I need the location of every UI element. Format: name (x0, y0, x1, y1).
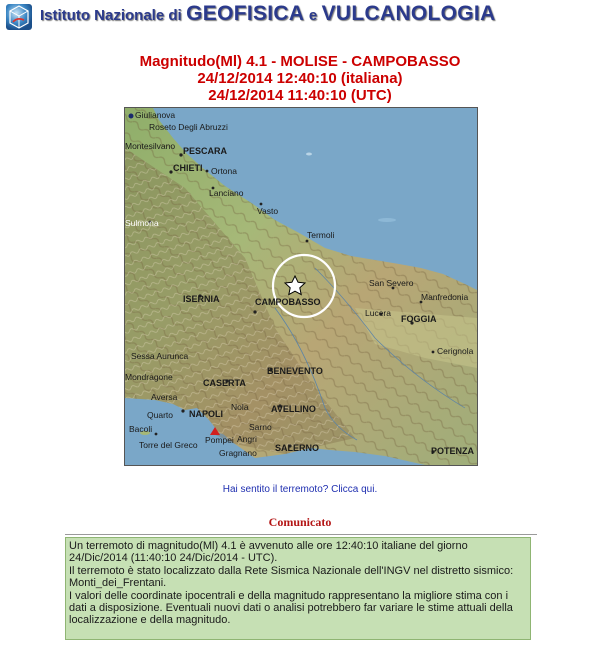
event-title-local-time: 24/12/2014 12:40:10 (italiana) (197, 70, 403, 87)
communicato-paragraph-1: Un terremoto di magnitudo(Ml) 4.1 è avvenuto alle ore 12:40:10 italiane del giorno 24/Dic/2014 (11:40:10 24/Dic/2014 - UTC). (69, 540, 468, 565)
map-label-avellino: AVELLINO (271, 404, 316, 414)
map-label-torre: Torre del Greco (139, 440, 198, 450)
event-title-utc-time: 24/12/2014 11:40:10 (UTC) (208, 87, 392, 104)
institute-name-vulcanologia: VULCANOLOGIA (321, 2, 496, 25)
map-label-lanciano: Lanciano (209, 188, 244, 198)
header-banner (0, 0, 600, 34)
map-label-lucera: Lucera (365, 308, 391, 318)
communicato-box (65, 537, 531, 640)
map-label-montesilvano: Montesilvano (125, 141, 176, 151)
communicato-title: Comunicato (268, 515, 332, 529)
communicato-paragraph-3: I valori delle coordinate ipocentrali e della magnitudo rappresentano la migliore stima con i dati a disposizione. Eventuali nuovi dati o analisi potrebbero far variare le stime attuali della localizzazione e della magnitudo. (69, 589, 513, 627)
bacoli-dot (155, 433, 158, 436)
termoli-dot (306, 240, 309, 243)
institute-name-prefix: Istituto Nazionale di (40, 7, 182, 24)
map-label-aversa: Aversa (151, 392, 178, 402)
map-label-salerno: SALERNO (275, 443, 320, 453)
map-label-pompei: Pompei (205, 435, 234, 445)
map-label-campobasso: CAMPOBASSO (255, 297, 321, 307)
map-label-quarto: Quarto (147, 410, 173, 420)
communicato-divider (65, 534, 537, 535)
map-label-napoli: NAPOLI (189, 409, 224, 419)
map-label-sessa: Sessa Aurunca (131, 351, 189, 361)
map-label-ortona: Ortona (211, 166, 237, 176)
map-label-termoli: Termoli (307, 230, 335, 240)
map-label-nola: Nola (231, 402, 249, 412)
map-label-manfredonia: Manfredonia (421, 292, 469, 302)
map-label-chieti: CHIETI (173, 163, 203, 173)
map-label-potenza: POTENZA (431, 446, 475, 456)
vasto-dot (260, 203, 263, 206)
map-label-giulianova: Giulianova (135, 110, 176, 120)
ingv-globe-logo-icon (4, 2, 34, 32)
map-label-angri: Angri (237, 434, 257, 444)
map-label-isernia: ISERNIA (183, 294, 220, 304)
cerignola-dot (432, 351, 435, 354)
map-label-gragnano: Gragnano (219, 448, 257, 458)
event-title-magnitude: Magnitudo(Ml) 4.1 - MOLISE - CAMPOBASSO (139, 53, 461, 70)
map-label-mondragone: Mondragone (125, 372, 173, 382)
institute-name (40, 2, 496, 26)
communicato-paragraph-2: Il terremoto è stato localizzato dalla Rete Sismica Nazionale dell'INGV nel distretto sismico: Monti_dei_Frentani. (69, 564, 514, 590)
map-label-benevento: BENEVENTO (267, 366, 323, 376)
map-label-caserta: CASERTA (203, 378, 246, 388)
map-label-foggia: FOGGIA (401, 314, 437, 324)
sea-marker (306, 153, 312, 156)
campobasso-dot (253, 310, 256, 313)
map-label-vasto: Vasto (257, 206, 279, 216)
map-label-bacoli: Bacoli (129, 424, 153, 434)
map-label-sansevero: San Severo (369, 278, 414, 288)
ortona-dot (206, 170, 209, 173)
epicenter-map[interactable] (124, 107, 478, 466)
institute-name-e: e (308, 7, 318, 24)
napoli-dot (181, 409, 184, 412)
lake-lesina (378, 218, 396, 222)
map-canvas (125, 108, 477, 465)
map-label-roseto: Roseto Degli Abruzzi (149, 122, 228, 132)
giulianova-dot (129, 114, 134, 119)
institute-name-geofisica: GEOFISICA (186, 2, 305, 25)
map-label-sarno: Sarno (249, 422, 272, 432)
map-label-cerignola: Cerignola (437, 346, 474, 356)
event-title (0, 53, 600, 104)
map-label-pescara: PESCARA (183, 146, 228, 156)
felt-earthquake-link[interactable]: Hai sentito il terremoto? Clicca qui. (222, 484, 378, 495)
map-label-sulmona: Sulmona (125, 218, 159, 228)
